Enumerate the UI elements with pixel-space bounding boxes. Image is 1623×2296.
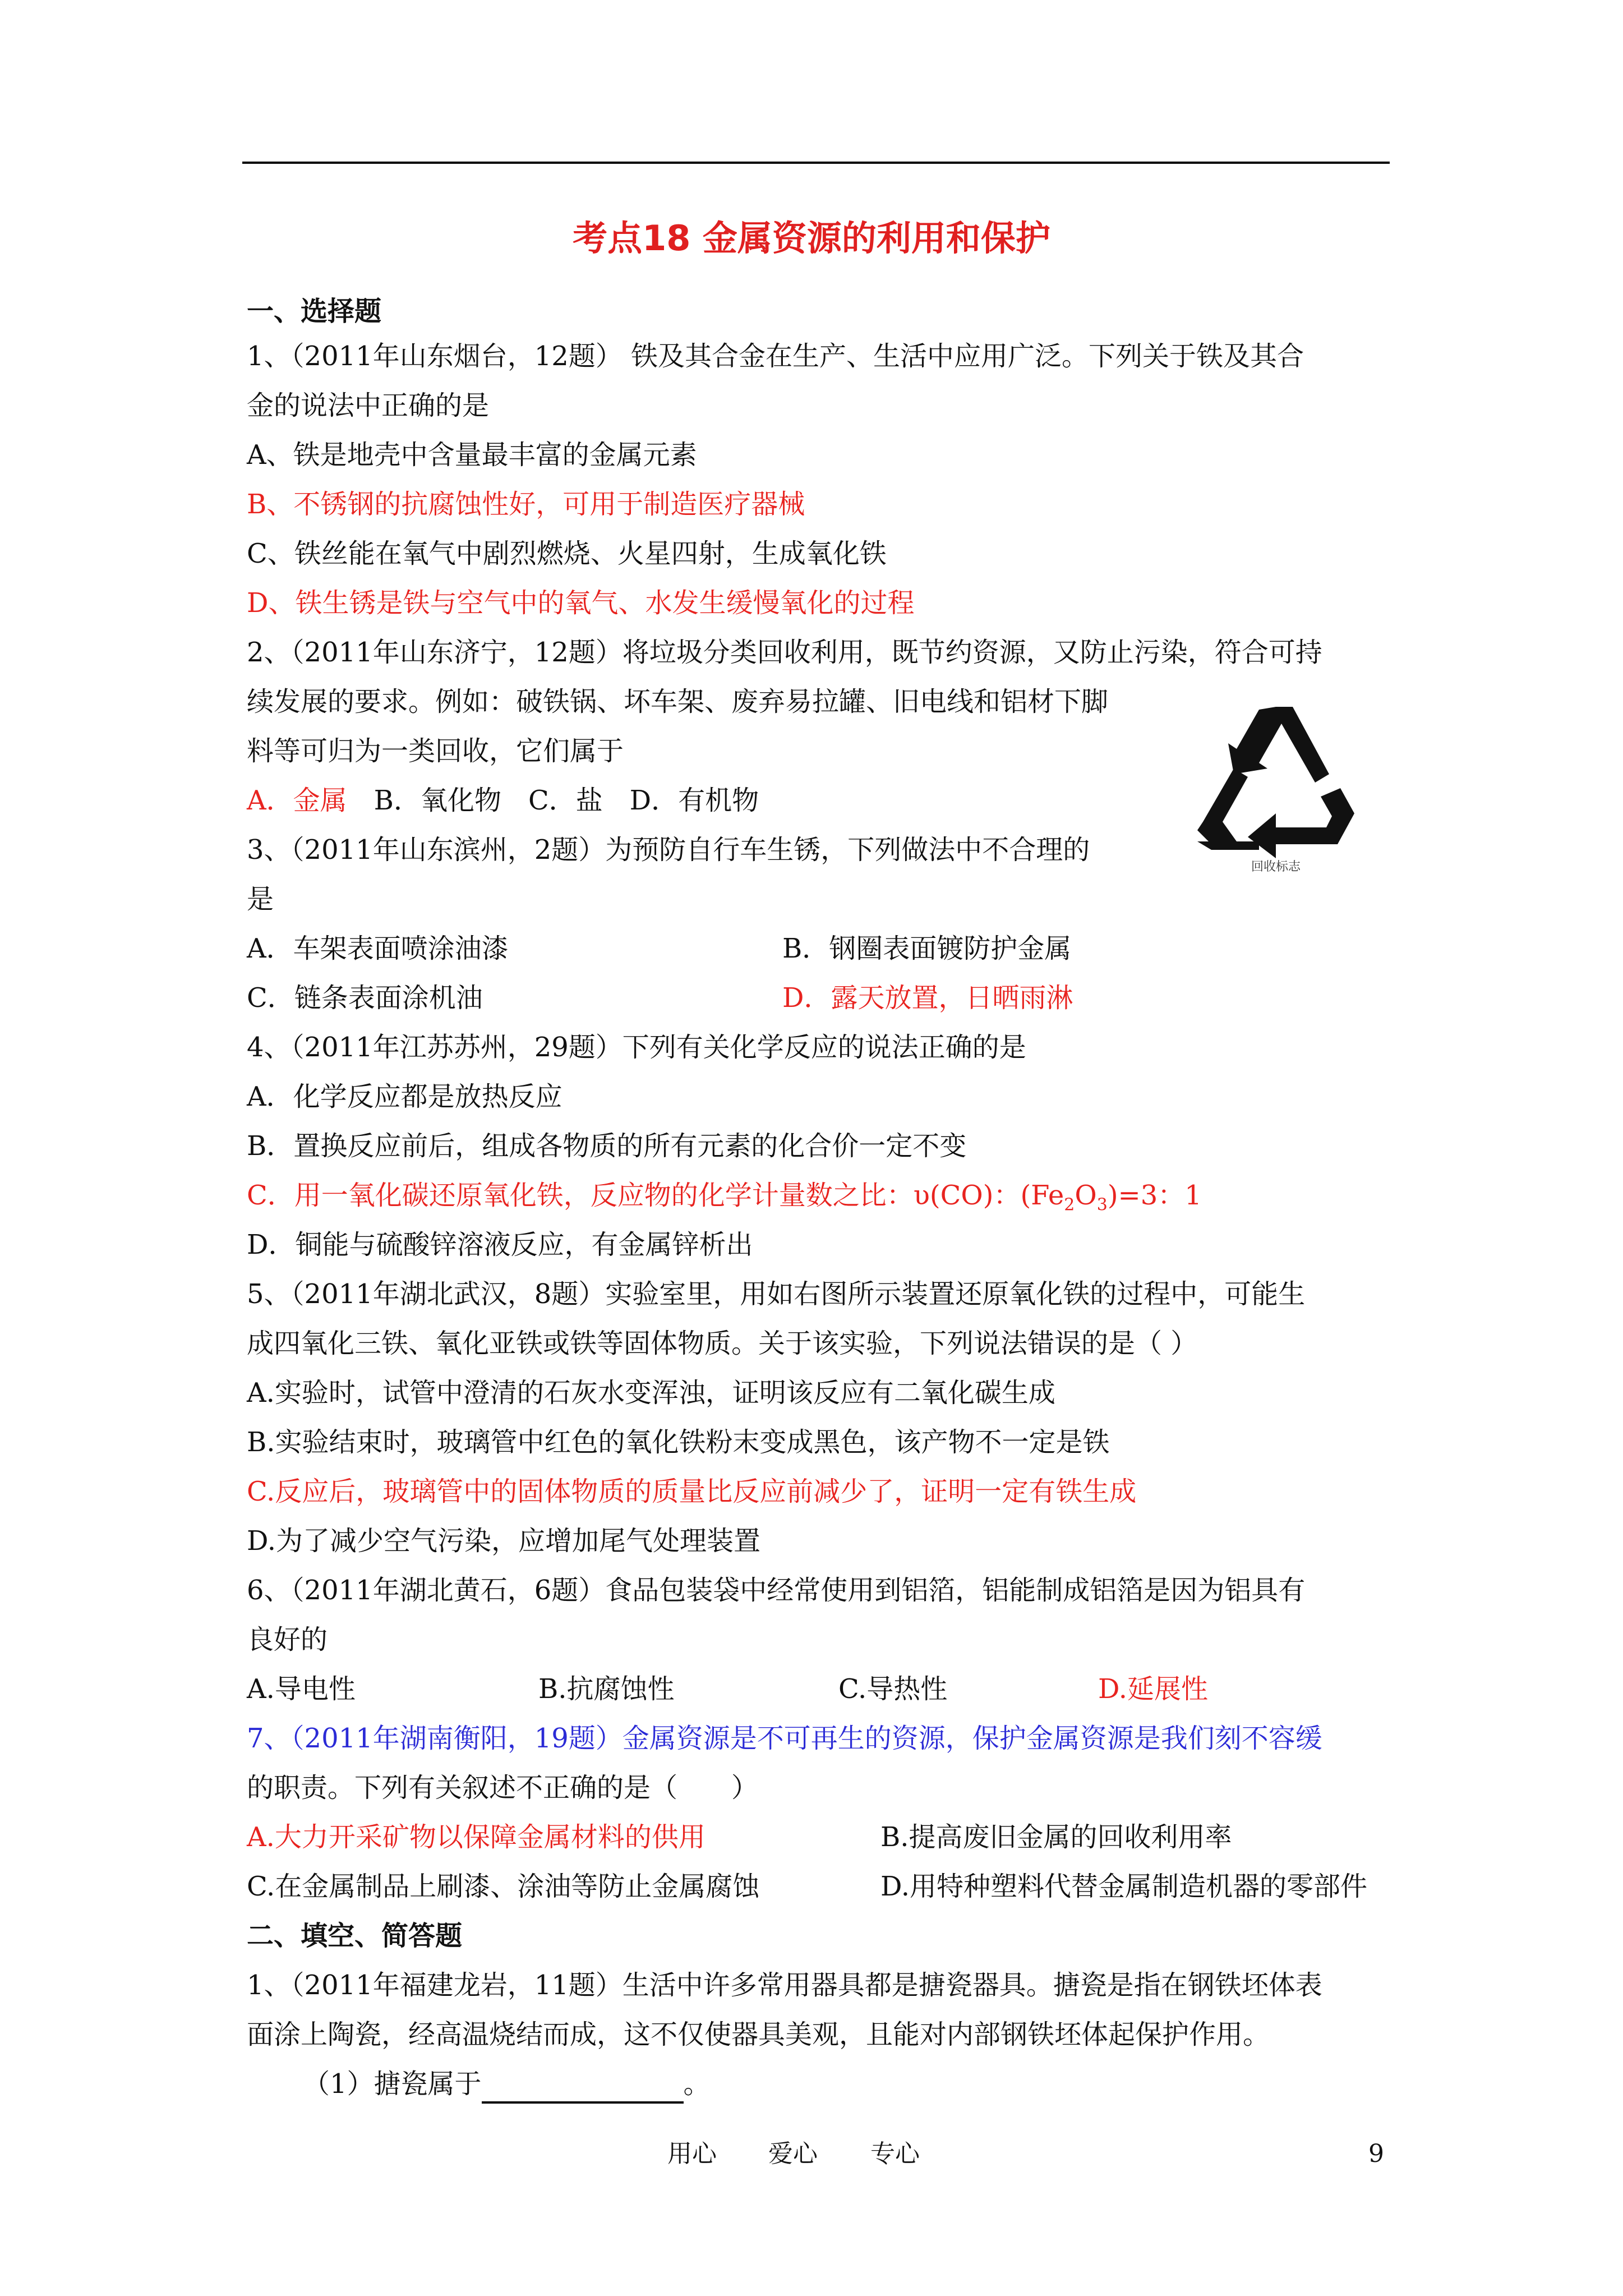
- q3-stem-line2: 是: [247, 884, 274, 915]
- section-heading-choice: 一、选择题: [247, 296, 382, 327]
- q6-options: [247, 1669, 1391, 1709]
- q7-option-d: D.用特种塑料代替金属制造机器的零部件: [880, 1871, 1368, 1902]
- q6-option-a: A.导电性: [247, 1673, 356, 1705]
- q3-options-row1: [247, 929, 1391, 968]
- q2-stem-line3: 料等可归为一类回收，它们属于: [247, 735, 624, 767]
- q4-c-text: C．用一氧化碳还原氧化铁，反应物的化学计量数之比：υ(CO)：(Fe: [247, 1180, 1064, 1211]
- q3-options-row2: [247, 978, 1391, 1018]
- f1-sub1-end: 。: [683, 2068, 711, 2100]
- q2-stem-line2: 续发展的要求。例如：破铁锅、坏车架、废弃易拉罐、旧电线和铝材下脚: [247, 686, 1109, 717]
- header-rule: [242, 162, 1390, 164]
- q7-options-row1: [247, 1818, 1391, 1857]
- q4-option-d: D．铜能与硫酸锌溶液反应，有金属锌析出: [247, 1229, 753, 1260]
- q2-options-bcd: B．氧化物 C．盐 D．有机物: [347, 785, 759, 816]
- q4-stem: 4、（2011年江苏苏州，29题）下列有关化学反应的说法正确的是: [247, 1032, 1026, 1063]
- q4-option-c: [247, 1176, 1202, 1225]
- q3-option-b: B．钢圈表面镀防护金属: [782, 933, 1072, 964]
- f1-stem-line1: 1、（2011年福建龙岩，11题）生活中许多常用器具都是搪瓷器具。搪瓷是指在钢铁坯体表: [247, 1970, 1322, 2001]
- footer-word-3: 专心: [870, 2139, 920, 2168]
- q7-stem-line2: 的职责。下列有关叙述不正确的是（ ）: [247, 1772, 759, 1803]
- q2-options: [247, 781, 759, 820]
- q4-option-a: A．化学反应都是放热反应: [247, 1081, 562, 1112]
- q4-option-b: B．置换反应前后，组成各物质的所有元素的化合价一定不变: [247, 1130, 967, 1162]
- q2-option-a: A．金属: [247, 785, 347, 816]
- q5-option-d: D.为了减少空气污染，应增加尾气处理装置: [247, 1525, 761, 1557]
- section-heading-fill: 二、填空、简答题: [247, 1920, 463, 1952]
- page-number: 9: [1368, 2139, 1384, 2168]
- q7-options-row2: [247, 1867, 1391, 1906]
- q7-stem-line1: 7、（2011年湖南衡阳，19题）金属资源是不可再生的资源，保护金属资源是我们刻不容缓: [247, 1723, 1322, 1754]
- q3-option-a: A．车架表面喷涂油漆: [247, 933, 509, 964]
- q4-c-sub2: 3: [1096, 1195, 1108, 1215]
- q6-option-c: C.导热性: [838, 1673, 948, 1705]
- q5-option-a: A.实验时，试管中澄清的石灰水变浑浊，证明该反应有二氧化碳生成: [247, 1377, 1055, 1409]
- q6-option-d: D.延展性: [1098, 1673, 1209, 1705]
- q5-option-c: C.反应后，玻璃管中的固体物质的质量比反应前减少了，证明一定有铁生成: [247, 1476, 1137, 1507]
- q3-option-c: C．链条表面涂机油: [247, 982, 483, 1014]
- q1-option-d: D、铁生锈是铁与空气中的氧气、水发生缓慢氧化的过程: [247, 587, 915, 619]
- f1-sub1-text: （1）搪瓷属于: [303, 2068, 482, 2100]
- q4-c-mid: O: [1075, 1180, 1097, 1211]
- q1-stem-line1: 1、（2011年山东烟台，12题） 铁及其合金在生产、生活中应用广泛。下列关于铁及其合: [247, 341, 1304, 372]
- recycle-icon: [1181, 690, 1371, 881]
- q5-stem-line1: 5、（2011年湖北武汉，8题）实验室里，用如右图所示装置还原氧化铁的过程中，可能生: [247, 1278, 1306, 1310]
- q5-option-b: B.实验结束时，玻璃管中红色的氧化铁粉末变成黑色，该产物不一定是铁: [247, 1427, 1110, 1458]
- q7-option-c: C.在金属制品上刷漆、涂油等防止金属腐蚀: [247, 1871, 760, 1902]
- q3-option-d: D．露天放置，日晒雨淋: [782, 982, 1073, 1014]
- f1-sub1: [303, 2064, 711, 2104]
- q5-stem-line2: 成四氧化三铁、氧化亚铁或铁等固体物质。关于该实验，下列说法错误的是（ ）: [247, 1328, 1198, 1359]
- q2-stem-line1: 2、（2011年山东济宁，12题）将垃圾分类回收利用，既节约资源，又防止污染，符合可持: [247, 637, 1322, 668]
- page-title: 考点18 金属资源的利用和保护: [573, 218, 1050, 259]
- q4-c-post: )=3：1: [1107, 1180, 1202, 1211]
- q6-option-b: B.抗腐蚀性: [538, 1673, 675, 1705]
- q7-option-a: A.大力开采矿物以保障金属材料的供用: [247, 1821, 706, 1853]
- q4-c-sub1: 2: [1064, 1195, 1075, 1215]
- q6-stem-line2: 良好的: [247, 1624, 328, 1655]
- q3-stem-line1: 3、（2011年山东滨州，2题）为预防自行车生锈，下列做法中不合理的: [247, 834, 1090, 866]
- q7-option-b: B.提高废旧金属的回收利用率: [880, 1821, 1232, 1853]
- f1-stem-line2: 面涂上陶瓷，经高温烧结而成，这不仅使器具美观，且能对内部钢铁坯体起保护作用。: [247, 2019, 1270, 2050]
- q1-option-a: A、铁是地壳中含量最丰富的金属元素: [247, 439, 697, 471]
- q1-option-b: B、不锈钢的抗腐蚀性好，可用于制造医疗器械: [247, 489, 805, 520]
- q1-option-c: C、铁丝能在氧气中剧烈燃烧、火星四射，生成氧化铁: [247, 538, 887, 569]
- footer-word-1: 用心: [667, 2139, 717, 2168]
- q1-stem-line2: 金的说法中正确的是: [247, 390, 490, 421]
- f1-sub1-blank: [482, 2073, 684, 2104]
- recycle-label: 回收标志: [1251, 860, 1301, 874]
- q6-stem-line1: 6、（2011年湖北黄石，6题）食品包装袋中经常使用到铝箔，铝能制成铝箔是因为铝具有: [247, 1575, 1306, 1606]
- footer-word-2: 爱心: [768, 2139, 818, 2168]
